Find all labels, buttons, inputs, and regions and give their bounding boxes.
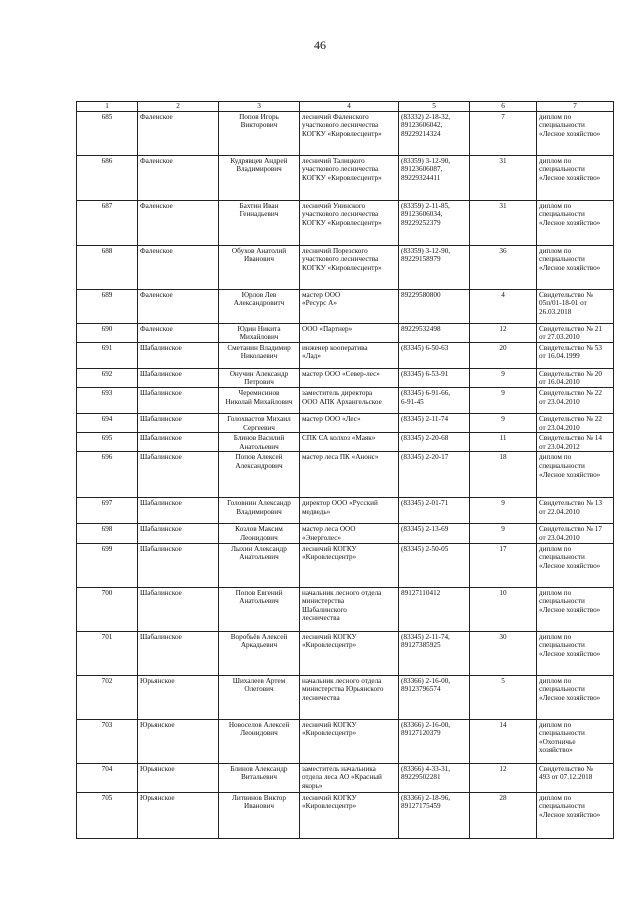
row-number: 689 — [77, 289, 138, 323]
table-row — [77, 719, 614, 763]
district-cell: Шабалинское — [138, 387, 219, 413]
table-row — [77, 452, 614, 498]
name-cell: Воробьёв Алексей Аркадьевич — [219, 631, 300, 675]
table-row — [77, 368, 614, 387]
document-cell: Свидетельство № 05п/01-18-01 от 26.03.2018 — [537, 289, 614, 323]
district-cell: Шабалинское — [138, 543, 219, 587]
experience-cell: 12 — [470, 763, 537, 792]
experience-cell: 31 — [470, 155, 537, 200]
name-cell: Онучин Александр Петрович — [219, 368, 300, 387]
phone-cell: (83359) 2-11-85, 89123606034, 89229252379 — [399, 200, 470, 245]
name-cell: Новоселов Алексей Леонидович — [219, 719, 300, 763]
document-cell: Свидетельство № 17 от 23.04.2010 — [537, 524, 614, 543]
position-cell: лесничий Фаленского участкового лесничества КОГКУ «Кировлесцентр» — [300, 111, 399, 155]
table-row — [77, 289, 614, 323]
header-cell: 2 — [138, 102, 219, 112]
phone-cell: (83345) 6-91-66, 6-91-45 — [399, 387, 470, 413]
row-number: 701 — [77, 631, 138, 675]
district-cell: Шабалинское — [138, 433, 219, 452]
district-cell: Шабалинское — [138, 342, 219, 368]
experience-cell: 9 — [470, 498, 537, 524]
name-cell: Обухов Анатолий Иванович — [219, 245, 300, 289]
district-cell: Фаленское — [138, 323, 219, 342]
name-cell: Кудрявцев Андрей Владимирович — [219, 155, 300, 200]
row-number: 685 — [77, 111, 138, 155]
experience-cell: 4 — [470, 289, 537, 323]
phone-cell: (83366) 2-18-96, 89127175459 — [399, 792, 470, 838]
table-header-row — [77, 102, 614, 112]
table-row — [77, 433, 614, 452]
phone-cell: (83345) 2-20-68 — [399, 433, 470, 452]
table-row — [77, 111, 614, 155]
experience-cell: 11 — [470, 433, 537, 452]
row-number: 693 — [77, 387, 138, 413]
header-cell: 1 — [77, 102, 138, 112]
document-cell: диплом по специальности «Лесное хозяйство» — [537, 587, 614, 631]
table-row — [77, 763, 614, 792]
district-cell: Юрьянское — [138, 763, 219, 792]
row-number: 704 — [77, 763, 138, 792]
document-cell: диплом по специальности «Лесное хозяйство» — [537, 200, 614, 245]
table-row — [77, 387, 614, 413]
district-cell: Юрьянское — [138, 792, 219, 838]
table-row — [77, 587, 614, 631]
table-row — [77, 155, 614, 200]
row-number: 700 — [77, 587, 138, 631]
experience-cell: 17 — [470, 543, 537, 587]
district-cell: Шабалинское — [138, 587, 219, 631]
document-cell: Свидетельство № 22 от 23.04.2010 — [537, 387, 614, 413]
page-number: 46 — [314, 38, 326, 52]
phone-cell: (83345) 2-11-74 — [399, 413, 470, 432]
position-cell: начальник лесного отдела министерства Юрьянского лесничества — [300, 675, 399, 719]
document-cell: Свидетельство № 13 от 22.04.2010 — [537, 498, 614, 524]
document-cell: диплом по специальности «Лесное хозяйство» — [537, 675, 614, 719]
row-number: 688 — [77, 245, 138, 289]
name-cell: Шихалеев Артем Олегович — [219, 675, 300, 719]
experience-cell: 31 — [470, 200, 537, 245]
phone-cell: 89127110412 — [399, 587, 470, 631]
district-cell: Шабалинское — [138, 631, 219, 675]
position-cell: лесничий Порезского участкового лесничества КОГКУ «Кировлесцентр» — [300, 245, 399, 289]
district-cell: Шабалинское — [138, 524, 219, 543]
document-cell: Свидетельство № 20 от 16.04.2010 — [537, 368, 614, 387]
row-number: 703 — [77, 719, 138, 763]
district-cell: Шабалинское — [138, 368, 219, 387]
name-cell: Лыхин Александр Анатольевич — [219, 543, 300, 587]
row-number: 690 — [77, 323, 138, 342]
header-cell: 3 — [219, 102, 300, 112]
name-cell: Головнин Александр Владимирович — [219, 498, 300, 524]
name-cell: Попов Евгений Анатольевич — [219, 587, 300, 631]
name-cell: Сметанин Владимир Николаевич — [219, 342, 300, 368]
name-cell: Голохвастов Михаил Сергеевич — [219, 413, 300, 432]
experience-cell: 12 — [470, 323, 537, 342]
phone-cell: (83345) 2-11-74, 89127385925 — [399, 631, 470, 675]
position-cell: заместитель директора ООО АПК Архангельское — [300, 387, 399, 413]
document-cell: диплом по специальности «Лесное хозяйство» — [537, 631, 614, 675]
table-row — [77, 323, 614, 342]
district-cell: Юрьянское — [138, 719, 219, 763]
table-row — [77, 675, 614, 719]
district-cell: Шабалинское — [138, 413, 219, 432]
document-cell: диплом по специальности «Лесное хозяйство» — [537, 792, 614, 838]
district-cell: Шабалинское — [138, 498, 219, 524]
district-cell: Фаленское — [138, 111, 219, 155]
document-cell: Свидетельство № 21 от 27.03.2010 — [537, 323, 614, 342]
position-cell: мастер леса ПК «Анонс» — [300, 452, 399, 498]
name-cell: Литвинов Виктор Иванович — [219, 792, 300, 838]
experience-cell: 36 — [470, 245, 537, 289]
document-cell: диплом по специальности «Лесное хозяйство» — [537, 245, 614, 289]
district-cell: Юрьянское — [138, 675, 219, 719]
phone-cell: (83332) 2-18-32, 89123606042, 89229214324 — [399, 111, 470, 155]
experience-cell: 9 — [470, 524, 537, 543]
experience-cell: 9 — [470, 387, 537, 413]
district-cell: Фаленское — [138, 289, 219, 323]
table-row — [77, 200, 614, 245]
position-cell: СПК СА колхоз «Маяк» — [300, 433, 399, 452]
experience-cell: 14 — [470, 719, 537, 763]
name-cell: Попов Игорь Викторович — [219, 111, 300, 155]
phone-cell: (83345) 2-20-17 — [399, 452, 470, 498]
district-cell: Фаленское — [138, 200, 219, 245]
phone-cell: 89229580800 — [399, 289, 470, 323]
document-cell: диплом по специальности «Лесное хозяйство» — [537, 155, 614, 200]
phone-cell: (83366) 2-16-00, 89127120379 — [399, 719, 470, 763]
table-row — [77, 792, 614, 838]
experience-cell: 28 — [470, 792, 537, 838]
position-cell: лесничий КОГКУ «Кировлесцентр» — [300, 719, 399, 763]
district-cell: Фаленское — [138, 155, 219, 200]
row-number: 694 — [77, 413, 138, 432]
row-number: 705 — [77, 792, 138, 838]
position-cell: мастер ООО «Север-лес» — [300, 368, 399, 387]
position-cell: лесничий КОГКУ «Кировлесцентр» — [300, 543, 399, 587]
name-cell: Попов Алексей Александрович — [219, 452, 300, 498]
row-number: 687 — [77, 200, 138, 245]
table-row — [77, 413, 614, 432]
name-cell: Козлов Максим Леонидович — [219, 524, 300, 543]
phone-cell: 89229532498 — [399, 323, 470, 342]
position-cell: мастер ООО «Лес» — [300, 413, 399, 432]
table-row — [77, 342, 614, 368]
experience-cell: 7 — [470, 111, 537, 155]
district-cell: Фаленское — [138, 245, 219, 289]
table-row — [77, 543, 614, 587]
position-cell: директор ООО «Русский медведь» — [300, 498, 399, 524]
row-number: 699 — [77, 543, 138, 587]
phone-cell: (83345) 2-50-05 — [399, 543, 470, 587]
position-cell: лесничий Унинского участкового лесничества КОГКУ «Кировлесцентр» — [300, 200, 399, 245]
table-row — [77, 498, 614, 524]
experience-cell: 30 — [470, 631, 537, 675]
row-number: 697 — [77, 498, 138, 524]
experience-cell: 18 — [470, 452, 537, 498]
experience-cell: 20 — [470, 342, 537, 368]
row-number: 696 — [77, 452, 138, 498]
position-cell: лесничий КОГКУ «Кировлесцентр» — [300, 792, 399, 838]
position-cell: заместитель начальника отдела леса АО «Красный якорь» — [300, 763, 399, 792]
phone-cell: (83345) 6-53-91 — [399, 368, 470, 387]
header-cell: 7 — [537, 102, 614, 112]
row-number: 691 — [77, 342, 138, 368]
position-cell: мастер ООО «Ресурс А» — [300, 289, 399, 323]
table-row — [77, 524, 614, 543]
row-number: 695 — [77, 433, 138, 452]
phone-cell: (83345) 2-13-69 — [399, 524, 470, 543]
row-number: 692 — [77, 368, 138, 387]
row-number: 686 — [77, 155, 138, 200]
phone-cell: (83345) 6-50-63 — [399, 342, 470, 368]
position-cell: лесничий Талицкого участкового лесничества КОГКУ «Кировлесцентр» — [300, 155, 399, 200]
row-number: 698 — [77, 524, 138, 543]
name-cell: Бахтин Иван Геннадьевич — [219, 200, 300, 245]
name-cell: Блинов Александр Витальевич — [219, 763, 300, 792]
position-cell: начальник лесного отдела министерства Шабалинского лесничества — [300, 587, 399, 631]
name-cell: Черемисинов Николай Михайлович — [219, 387, 300, 413]
name-cell: Юрлов Лев Александровитч — [219, 289, 300, 323]
document-cell: диплом по специальности «Лесное хозяйство» — [537, 543, 614, 587]
header-cell: 6 — [470, 102, 537, 112]
phone-cell: (83359) 3-12-90, 89123606087, 89229324411 — [399, 155, 470, 200]
experience-cell: 10 — [470, 587, 537, 631]
experience-cell: 9 — [470, 368, 537, 387]
position-cell: лесничий КОГКУ «Кировлесцентр» — [300, 631, 399, 675]
experience-cell: 5 — [470, 675, 537, 719]
document-cell: Свидетельство № 53 от 16.04.1999 — [537, 342, 614, 368]
forestry-staff-table — [76, 101, 614, 839]
document-cell: Свидетельство № 14 от 23.04.2012 — [537, 433, 614, 452]
document-cell: диплом по специальности «Лесное хозяйство» — [537, 111, 614, 155]
position-cell: ООО «Партнер» — [300, 323, 399, 342]
header-cell: 5 — [399, 102, 470, 112]
row-number: 702 — [77, 675, 138, 719]
document-cell: диплом по специальности «Охотничье хозяйство» — [537, 719, 614, 763]
document-cell: Свидетельство № 493 от 07.12.2018 — [537, 763, 614, 792]
position-cell: мастер леса ООО «Энерголес» — [300, 524, 399, 543]
phone-cell: (83345) 2-01-71 — [399, 498, 470, 524]
table-row — [77, 631, 614, 675]
position-cell: инженер кооператива «Лад» — [300, 342, 399, 368]
phone-cell: (83366) 4-33-31, 89229502281 — [399, 763, 470, 792]
phone-cell: (83366) 2-16-00, 89123796574 — [399, 675, 470, 719]
document-cell: диплом по специальности «Лесное хозяйство» — [537, 452, 614, 498]
district-cell: Шабалинское — [138, 452, 219, 498]
experience-cell: 9 — [470, 413, 537, 432]
phone-cell: (83359) 3-12-90, 89229158979 — [399, 245, 470, 289]
name-cell: Юдин Никита Михайлович — [219, 323, 300, 342]
table-row — [77, 245, 614, 289]
document-cell: Свидетельство № 22 от 23.04.2010 — [537, 413, 614, 432]
name-cell: Блинов Василий Анатольевич — [219, 433, 300, 452]
header-cell: 4 — [300, 102, 399, 112]
